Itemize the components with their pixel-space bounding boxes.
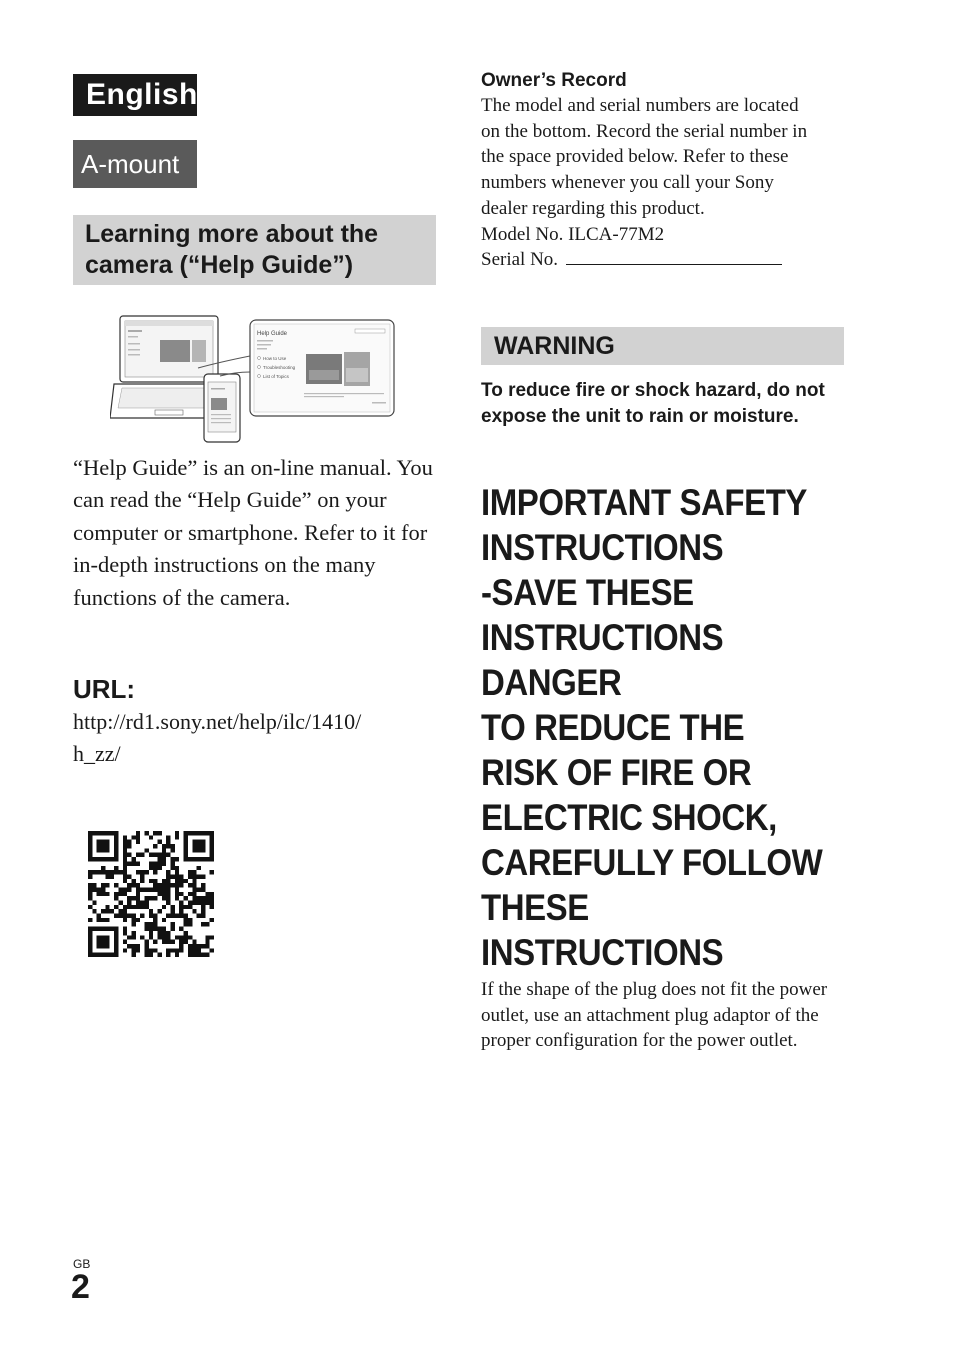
safety-line: INSTRUCTIONS bbox=[481, 526, 724, 568]
callout-item-2: Troubleshooting bbox=[263, 365, 296, 370]
safety-line: DANGER bbox=[481, 661, 622, 703]
model-number: Model No. ILCA-77M2 bbox=[481, 223, 665, 245]
region-code: GB bbox=[73, 1257, 91, 1271]
help-guide-description: “Help Guide” is an on-line manual. You can read the “Help Guide” on your computer or smartphone. Refer to it for in-depth instructions on the many functions of the camera. bbox=[73, 455, 433, 610]
url-line2: h_zz/ bbox=[73, 741, 121, 766]
owners-record-line: dealer regarding this product. bbox=[481, 197, 705, 219]
warning-text: To reduce fire or shock hazard, do not expose the unit to rain or moisture. bbox=[481, 380, 825, 427]
help-guide-heading bbox=[73, 215, 436, 285]
safety-line: INSTRUCTIONS bbox=[481, 616, 724, 658]
owners-record-body bbox=[481, 93, 851, 273]
safety-heading bbox=[481, 480, 861, 975]
help-guide-heading-line2: camera (“Help Guide”) bbox=[85, 251, 354, 279]
owners-record-line: the space provided below. Refer to these bbox=[481, 146, 789, 168]
safety-line: ELECTRIC SHOCK, bbox=[481, 796, 777, 838]
owners-record-line: The model and serial numbers are located bbox=[481, 95, 799, 116]
callout-item-1: How to Use bbox=[263, 356, 287, 361]
callout-item-3: List of Topics bbox=[263, 374, 289, 379]
safety-line: CAREFULLY FOLLOW bbox=[481, 841, 823, 883]
owners-record-line: numbers whenever you call your Sony bbox=[481, 172, 774, 194]
safety-line: INSTRUCTIONS bbox=[481, 931, 724, 973]
help-guide-illustration bbox=[110, 312, 400, 446]
owners-record-title: Owner’s Record bbox=[481, 70, 627, 91]
owners-record-line: on the bottom. Record the serial number in bbox=[481, 120, 808, 142]
serial-number-blank[interactable] bbox=[566, 248, 782, 265]
plug-instructions: If the shape of the plug does not fit the power outlet, use an attachment plug adaptor of the proper configuration for the power outlet. bbox=[481, 979, 828, 1052]
mount-tag: A-mount bbox=[73, 140, 197, 188]
serial-number-label: Serial No. bbox=[481, 249, 559, 271]
safety-line: -SAVE THESE bbox=[481, 571, 694, 613]
safety-line: THESE bbox=[481, 886, 589, 928]
language-tag: English bbox=[73, 74, 197, 116]
safety-line: TO REDUCE THE bbox=[481, 706, 745, 748]
url-line1: http://rd1.sony.net/help/ilc/1410/ bbox=[73, 709, 362, 734]
page-number: 2 bbox=[71, 1268, 90, 1306]
qr-code[interactable] bbox=[88, 831, 214, 957]
smartphone-icon bbox=[204, 374, 240, 442]
url-label: URL: bbox=[73, 674, 136, 704]
help-guide-heading-line1: Learning more about the bbox=[85, 220, 379, 248]
safety-line: RISK OF FIRE OR bbox=[481, 751, 752, 793]
serial-number-row bbox=[481, 247, 851, 273]
callout-title: Help Guide bbox=[257, 331, 288, 337]
warning-heading: WARNING bbox=[481, 327, 844, 365]
help-guide-url[interactable] bbox=[73, 706, 437, 770]
safety-line: IMPORTANT SAFETY bbox=[481, 481, 808, 523]
